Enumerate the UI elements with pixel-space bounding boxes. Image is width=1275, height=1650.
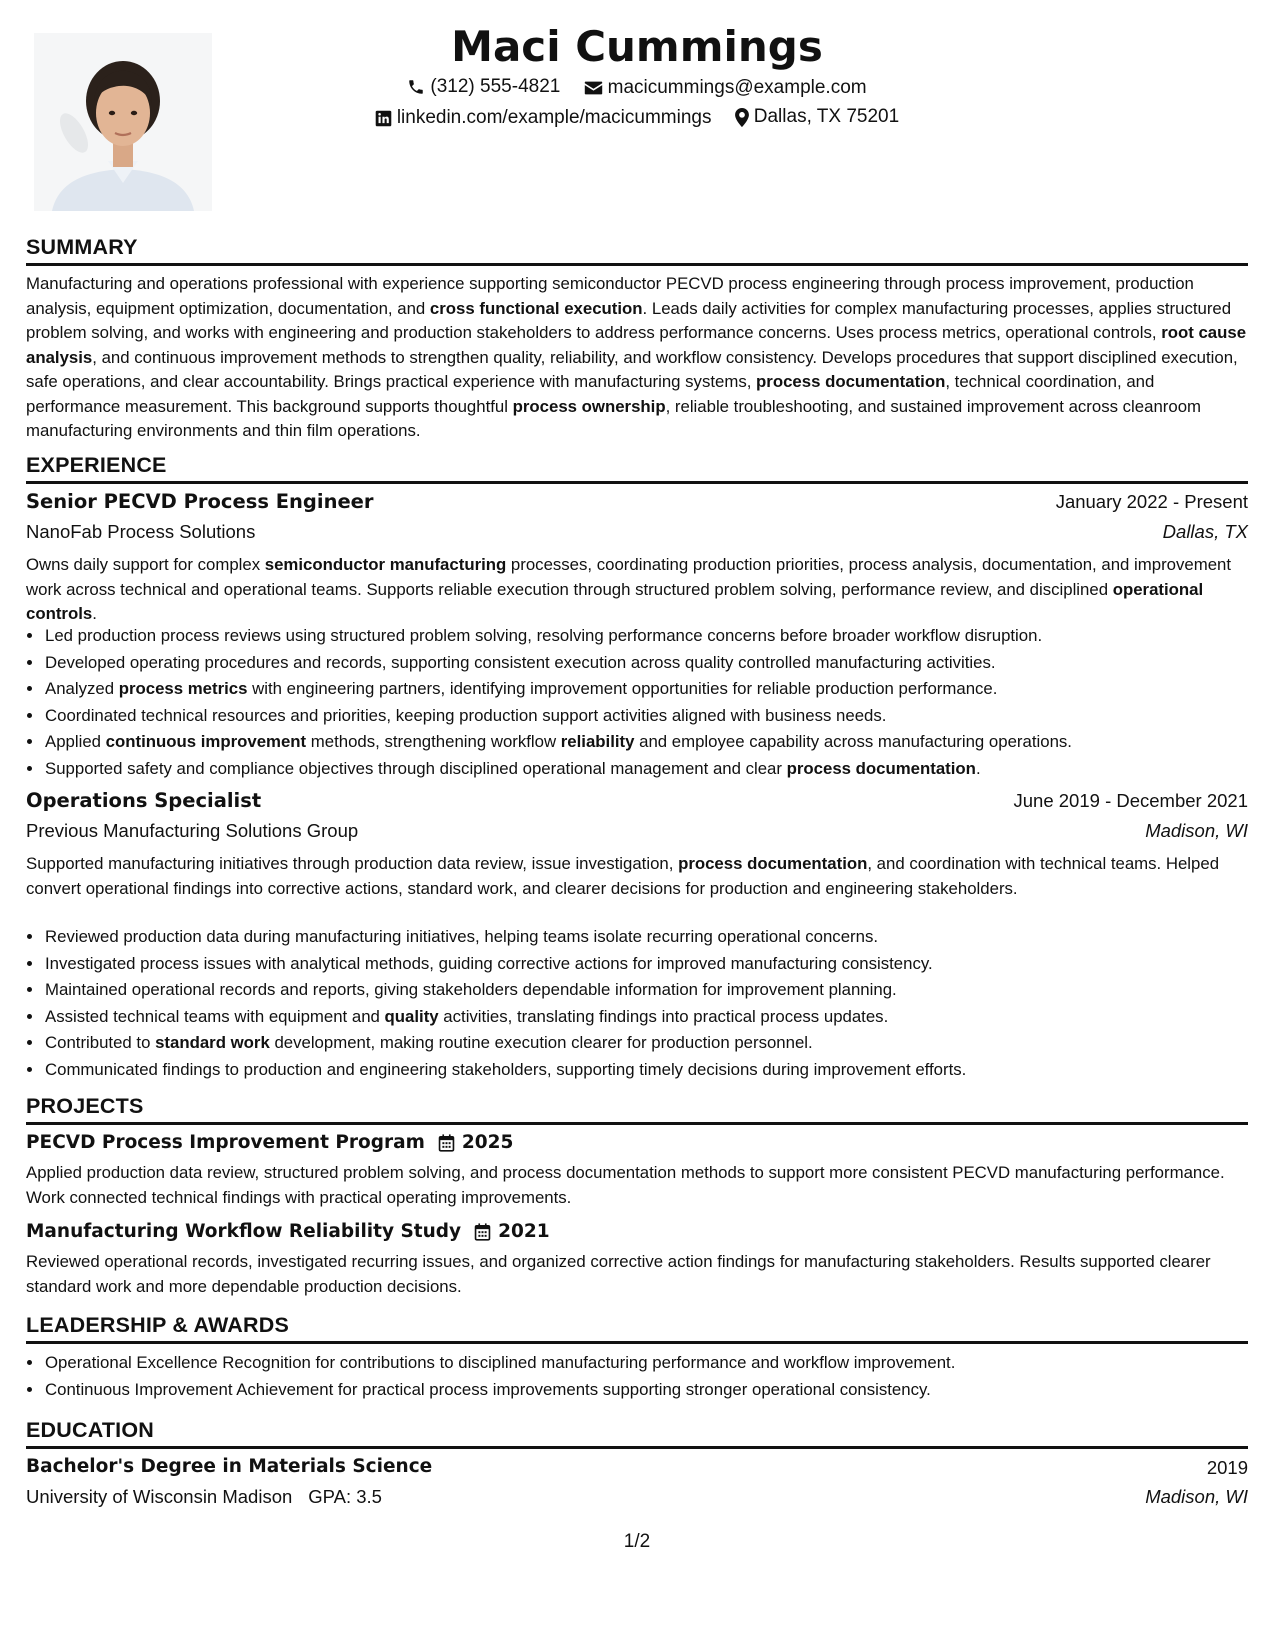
project-year: 2021: [498, 1221, 550, 1242]
list-item: • Communicated findings to production and engineering stakeholders, supporting timely decisions during improvement efforts.: [44, 1057, 1266, 1084]
education-heading: EDUCATION: [26, 1418, 1248, 1449]
summary-text: Manufacturing and operations professional with experience supporting semiconductor PECVD process engineering through process improvement, production analysis, equipment optimization, documentation, and cross functional execution. Leads daily activities for complex manufacturing processes, applies structured problem solving, and works with engineering and production stakeholders to address performance concerns. Uses process metrics, operational controls, root cause analysis, and continuous improvement methods to strengthen quality, reliability, and workflow consistency. Develops procedures that support disciplined execution, safe operations, and clear accountability. Brings practical experience with manufacturing systems, process documentation, technical coordination, and performance measurement. This background supports thoughtful process ownership, reliable troubleshooting, and sustained improvement across cleanroom manufacturing environments and thin film operations.: [26, 274, 1247, 440]
project-description: Applied production data review, structured problem solving, and process documentation methods to support more consistent PECVD manufacturing performance. Work connected technical findings with practical operating improvements.: [26, 1163, 1225, 1207]
school-name: University of Wisconsin Madison: [26, 1486, 293, 1507]
job-title: Operations Specialist: [26, 789, 262, 812]
page-number: 1/2: [623, 1531, 651, 1552]
experience-heading: EXPERIENCE: [26, 453, 1248, 484]
project-name: Manufacturing Workflow Reliability Study: [26, 1221, 462, 1242]
list-item: • Contributed to standard work development, making routine execution clearer for production personnel.: [44, 1030, 1266, 1057]
projects-heading: PROJECTS: [26, 1094, 1248, 1125]
contact-line-2: [26, 106, 1248, 133]
location-contact: [735, 106, 899, 128]
gpa: GPA: 3.5: [308, 1486, 382, 1507]
list-item: • Applied continuous improvement methods, strengthening workflow reliability and employee capability across manufacturing operations.: [44, 729, 1266, 756]
degree-title: Bachelor's Degree in Materials Science: [26, 1456, 433, 1477]
phone-icon: [407, 78, 425, 96]
email-address: macicummings@example.com: [607, 77, 867, 98]
calendar-icon: [438, 1134, 455, 1152]
list-item: • Reviewed production data during manufacturing initiatives, helping teams isolate recurring operational concerns.: [44, 924, 1266, 951]
location-text: Dallas, TX 75201: [753, 106, 900, 127]
awards-list: [26, 1350, 1266, 1403]
candidate-name: Maci Cummings: [451, 22, 823, 71]
list-item: • Investigated process issues with analytical methods, guiding corrective actions for improved manufacturing consistency.: [44, 951, 1266, 978]
linkedin-contact: [375, 107, 712, 129]
company-name: NanoFab Process Solutions: [26, 521, 256, 542]
list-item: • Developed operating procedures and records, supporting consistent execution across quality controlled manufacturing activities.: [44, 650, 1266, 677]
job-bullets: [26, 924, 1266, 1083]
list-item: • Maintained operational records and reports, giving stakeholders dependable information for improvement planning.: [44, 977, 1266, 1004]
map-pin-icon: [735, 108, 749, 127]
school-location: Madison, WI: [1145, 1486, 1248, 1507]
project-name: PECVD Process Improvement Program: [26, 1132, 425, 1153]
list-item: • Analyzed process metrics with engineering partners, identifying improvement opportunities for reliable production performance.: [44, 676, 1266, 703]
job-location: Dallas, TX: [1162, 521, 1248, 542]
list-item: • Assisted technical teams with equipment and quality activities, translating findings into practical process updates.: [44, 1004, 1266, 1031]
project-title: [26, 1221, 550, 1242]
list-item: • Coordinated technical resources and priorities, keeping production support activities aligned with business needs.: [44, 703, 1266, 730]
school-line: [26, 1486, 382, 1508]
job-dates: June 2019 - December 2021: [1013, 790, 1248, 811]
resume-page: [26, 0, 1248, 1650]
list-item: • Supported safety and compliance objectives through disciplined operational management and clear process documentation.: [44, 756, 1266, 783]
calendar-icon: [474, 1223, 491, 1241]
list-item: • Led production process reviews using structured problem solving, resolving performance concerns before broader workflow disruption.: [44, 623, 1266, 650]
job-description: Owns daily support for complex semiconductor manufacturing processes, coordinating production priorities, process analysis, documentation, and improvement work across technical and operational teams. Supports reliable execution through structured problem solving, performance review, and disciplined operational controls.: [26, 555, 1232, 623]
job-dates: January 2022 - Present: [1055, 491, 1248, 512]
project-title: [26, 1132, 513, 1153]
summary-heading: SUMMARY: [26, 235, 1248, 266]
contact-line-1: [26, 76, 1248, 102]
phone-number: (312) 555-4821: [430, 76, 561, 97]
graduation-year: 2019: [1206, 1457, 1248, 1478]
linkedin-url: linkedin.com/example/macicummings: [396, 107, 712, 128]
company-name: Previous Manufacturing Solutions Group: [26, 820, 359, 841]
job-description: Supported manufacturing initiatives through production data review, issue investigation, process documentation, and coordination with technical teams. Helped convert operational findings into corrective actions, standard work, and clearer decisions for production and engineering stakeholders.: [26, 854, 1220, 898]
list-item: • Operational Excellence Recognition for contributions to disciplined manufacturing performance and workflow improvement.: [44, 1350, 1266, 1377]
job-bullets: [26, 623, 1266, 782]
linkedin-icon: [375, 110, 392, 127]
project-year: 2025: [461, 1132, 514, 1153]
email-contact: [584, 77, 867, 99]
phone-contact: [407, 76, 560, 98]
project-description: Reviewed operational records, investigated recurring issues, and organized corrective action findings for manufacturing stakeholders. Results supported clearer standard work and more dependable production decisions.: [26, 1252, 1211, 1296]
list-item: • Continuous Improvement Achievement for practical process improvements supporting stronger operational consistency.: [44, 1377, 1266, 1404]
envelope-icon: [584, 80, 603, 96]
awards-heading: LEADERSHIP & AWARDS: [26, 1313, 1248, 1344]
job-title: Senior PECVD Process Engineer: [26, 490, 374, 513]
job-location: Madison, WI: [1145, 820, 1248, 841]
